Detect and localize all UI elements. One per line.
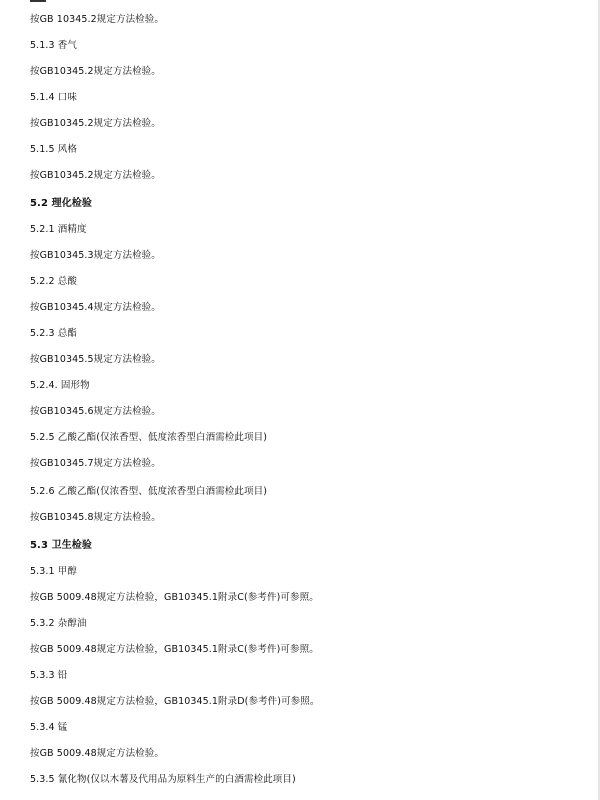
section-heading: 5.2.5 乙酸乙酯(仅浓香型、低度浓香型白酒需检此项目): [30, 432, 268, 443]
method-line: 按GB10345.2规定方法检验。: [30, 170, 161, 181]
method-line: 按GB 5009.48规定方法检验。: [30, 748, 164, 759]
major-section-heading: 5.2 理化检验: [30, 198, 92, 209]
section-heading: 5.2.6 乙酸乙酯(仅浓香型、低度浓香型白酒需检此项目): [30, 486, 268, 497]
section-heading: 5.3.2 杂醇油: [30, 618, 87, 629]
method-line: 按GB 5009.48规定方法检验，GB10345.1附录D(参考件)可参照。: [30, 696, 320, 707]
section-heading: 5.3.5 氰化物(仅以木薯及代用品为原料生产的白酒需检此项目): [30, 774, 296, 785]
method-line: 按GB10345.3规定方法检验。: [30, 250, 161, 261]
method-line: 按GB10345.2规定方法检验。: [30, 66, 161, 77]
section-heading: 5.1.3 香气: [30, 40, 77, 51]
section-heading: 5.2.3 总酯: [30, 328, 77, 339]
method-line: 按GB10345.2规定方法检验。: [30, 118, 161, 129]
section-heading: 5.3.1 甲醇: [30, 566, 77, 577]
section-heading: 5.2.2 总酸: [30, 276, 77, 287]
section-heading: 5.1.4 口味: [30, 92, 77, 103]
method-line: 按GB10345.4规定方法检验。: [30, 302, 161, 313]
section-heading: 5.3.4 锰: [30, 722, 68, 733]
method-line: 按GB 5009.48规定方法检验，GB10345.1附录C(参考件)可参照。: [30, 644, 319, 655]
cropped-text-fragment: [30, 0, 50, 2]
method-line: 按GB10345.8规定方法检验。: [30, 512, 161, 523]
section-heading: 5.3.3 铅: [30, 670, 68, 681]
section-heading: 5.2.1 酒精度: [30, 224, 87, 235]
section-heading: 5.1.5 风格: [30, 144, 77, 155]
method-line: 按GB10345.5规定方法检验。: [30, 354, 161, 365]
section-heading: 5.2.4. 固形物: [30, 380, 90, 391]
method-line: 按GB10345.7规定方法检验。: [30, 458, 161, 469]
method-line: 按GB 10345.2规定方法检验。: [30, 14, 164, 25]
method-line: 按GB 5009.48规定方法检验，GB10345.1附录C(参考件)可参照。: [30, 592, 319, 603]
method-line: 按GB10345.6规定方法检验。: [30, 406, 161, 417]
major-section-heading: 5.3 卫生检验: [30, 540, 92, 551]
